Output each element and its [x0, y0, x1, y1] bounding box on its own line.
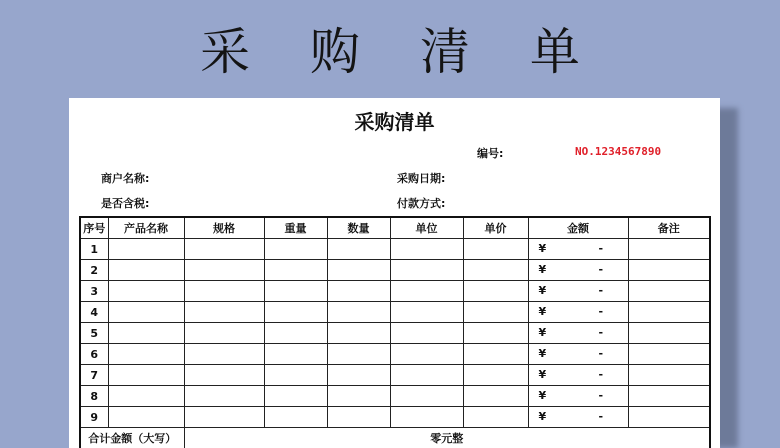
amount-cell[interactable] — [528, 239, 628, 260]
header-cell: 备注 — [628, 217, 710, 239]
amount-cell[interactable] — [528, 407, 628, 428]
table-row — [80, 344, 710, 365]
weight-cell[interactable] — [264, 239, 327, 260]
product-name-cell[interactable] — [108, 386, 184, 407]
spec-cell[interactable] — [184, 407, 264, 428]
product-name-cell[interactable] — [108, 281, 184, 302]
unit-price-cell[interactable] — [463, 323, 528, 344]
quantity-cell[interactable] — [327, 302, 390, 323]
unit-price-cell[interactable] — [463, 239, 528, 260]
weight-cell[interactable] — [264, 386, 327, 407]
banner-title: 采 购 清 单 — [0, 22, 780, 82]
purchase-date-label: 采购日期: — [397, 170, 445, 186]
merchant-name-label: 商户名称: — [101, 170, 149, 186]
table-header-row — [80, 217, 710, 239]
unit-cell[interactable] — [390, 281, 463, 302]
yen-symbol: ¥ — [539, 326, 547, 339]
amount-cell[interactable] — [528, 386, 628, 407]
product-name-cell[interactable] — [108, 344, 184, 365]
quantity-cell[interactable] — [327, 344, 390, 365]
remarks-cell[interactable] — [628, 386, 710, 407]
unit-price-cell[interactable] — [463, 260, 528, 281]
product-name-cell[interactable] — [108, 260, 184, 281]
amount-dash: - — [599, 347, 604, 360]
yen-symbol: ¥ — [539, 284, 547, 297]
table-row — [80, 407, 710, 428]
remarks-cell[interactable] — [628, 302, 710, 323]
product-name-cell[interactable] — [108, 302, 184, 323]
row-number: 6 — [80, 344, 108, 365]
row-number: 9 — [80, 407, 108, 428]
header-cell: 单价 — [463, 217, 528, 239]
amount-dash: - — [599, 305, 604, 318]
amount-dash: - — [599, 410, 604, 423]
spec-cell[interactable] — [184, 260, 264, 281]
unit-cell[interactable] — [390, 344, 463, 365]
unit-price-cell[interactable] — [463, 365, 528, 386]
spec-cell[interactable] — [184, 239, 264, 260]
unit-cell[interactable] — [390, 365, 463, 386]
product-name-cell[interactable] — [108, 407, 184, 428]
quantity-cell[interactable] — [327, 407, 390, 428]
weight-cell[interactable] — [264, 302, 327, 323]
table-row — [80, 302, 710, 323]
payment-method-label: 付款方式: — [397, 195, 445, 211]
total-row — [80, 428, 710, 448]
serial-label: 编号: — [477, 145, 503, 161]
spec-cell[interactable] — [184, 365, 264, 386]
yen-symbol: ¥ — [539, 347, 547, 360]
unit-price-cell[interactable] — [463, 344, 528, 365]
spec-cell[interactable] — [184, 302, 264, 323]
table-row — [80, 239, 710, 260]
tax-included-label: 是否含税: — [101, 195, 149, 211]
weight-cell[interactable] — [264, 323, 327, 344]
product-name-cell[interactable] — [108, 323, 184, 344]
product-name-cell[interactable] — [108, 365, 184, 386]
quantity-cell[interactable] — [327, 365, 390, 386]
table-row — [80, 281, 710, 302]
header-cell: 金额 — [528, 217, 628, 239]
weight-cell[interactable] — [264, 407, 327, 428]
amount-cell[interactable] — [528, 281, 628, 302]
yen-symbol: ¥ — [539, 389, 547, 402]
table-row — [80, 323, 710, 344]
row-number: 5 — [80, 323, 108, 344]
yen-symbol: ¥ — [539, 305, 547, 318]
weight-cell[interactable] — [264, 260, 327, 281]
total-amount-value: 零元整 — [184, 428, 710, 448]
remarks-cell[interactable] — [628, 365, 710, 386]
remarks-cell[interactable] — [628, 407, 710, 428]
spec-cell[interactable] — [184, 386, 264, 407]
quantity-cell[interactable] — [327, 239, 390, 260]
unit-cell[interactable] — [390, 323, 463, 344]
unit-price-cell[interactable] — [463, 281, 528, 302]
row-number: 7 — [80, 365, 108, 386]
unit-price-cell[interactable] — [463, 386, 528, 407]
amount-dash: - — [599, 389, 604, 402]
amount-cell[interactable] — [528, 365, 628, 386]
unit-cell[interactable] — [390, 386, 463, 407]
spec-cell[interactable] — [184, 344, 264, 365]
unit-cell[interactable] — [390, 239, 463, 260]
amount-cell[interactable] — [528, 260, 628, 281]
remarks-cell[interactable] — [628, 281, 710, 302]
table-row — [80, 386, 710, 407]
remarks-cell[interactable] — [628, 344, 710, 365]
document-title: 采购清单 — [69, 106, 720, 135]
row-number: 8 — [80, 386, 108, 407]
row-number: 1 — [80, 239, 108, 260]
purchase-table — [79, 216, 711, 448]
amount-cell[interactable] — [528, 344, 628, 365]
yen-symbol: ¥ — [539, 410, 547, 423]
remarks-cell[interactable] — [628, 239, 710, 260]
weight-cell[interactable] — [264, 365, 327, 386]
spec-cell[interactable] — [184, 281, 264, 302]
weight-cell[interactable] — [264, 344, 327, 365]
purchase-list-sheet — [69, 98, 720, 448]
yen-symbol: ¥ — [539, 368, 547, 381]
row-number: 3 — [80, 281, 108, 302]
header-cell: 数量 — [327, 217, 390, 239]
amount-dash: - — [599, 242, 604, 255]
header-cell: 规格 — [184, 217, 264, 239]
product-name-cell[interactable] — [108, 239, 184, 260]
unit-cell[interactable] — [390, 407, 463, 428]
amount-dash: - — [599, 263, 604, 276]
remarks-cell[interactable] — [628, 260, 710, 281]
table-row — [80, 260, 710, 281]
spec-cell[interactable] — [184, 323, 264, 344]
unit-cell[interactable] — [390, 302, 463, 323]
remarks-cell[interactable] — [628, 323, 710, 344]
header-cell: 重量 — [264, 217, 327, 239]
serial-number: NO.1234567890 — [575, 145, 661, 158]
header-cell: 序号 — [80, 217, 108, 239]
yen-symbol: ¥ — [539, 242, 547, 255]
weight-cell[interactable] — [264, 281, 327, 302]
table-row — [80, 365, 710, 386]
amount-dash: - — [599, 284, 604, 297]
header-cell: 产品名称 — [108, 217, 184, 239]
yen-symbol: ¥ — [539, 263, 547, 276]
row-number: 2 — [80, 260, 108, 281]
quantity-cell[interactable] — [327, 323, 390, 344]
total-amount-label: 合计金额（大写） — [80, 428, 184, 448]
amount-dash: - — [599, 326, 604, 339]
amount-dash: - — [599, 368, 604, 381]
header-cell: 单位 — [390, 217, 463, 239]
quantity-cell[interactable] — [327, 260, 390, 281]
unit-cell[interactable] — [390, 260, 463, 281]
quantity-cell[interactable] — [327, 386, 390, 407]
amount-cell[interactable] — [528, 302, 628, 323]
row-number: 4 — [80, 302, 108, 323]
unit-price-cell[interactable] — [463, 407, 528, 428]
amount-cell[interactable] — [528, 323, 628, 344]
unit-price-cell[interactable] — [463, 302, 528, 323]
quantity-cell[interactable] — [327, 281, 390, 302]
